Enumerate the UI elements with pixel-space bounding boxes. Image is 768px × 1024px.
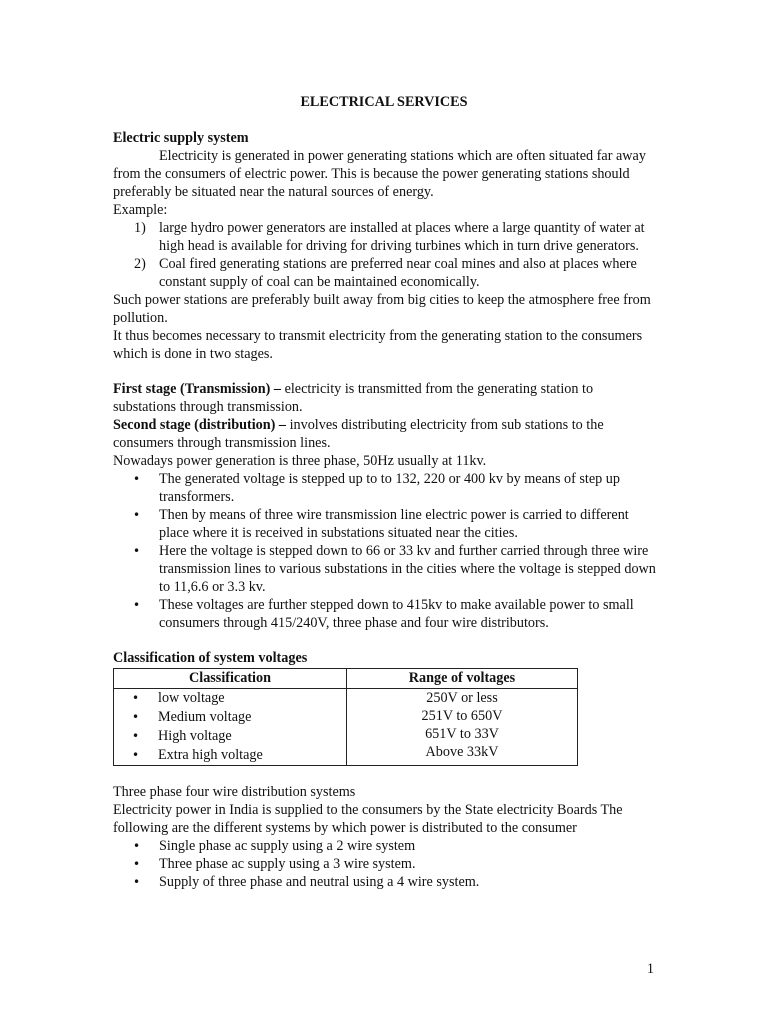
list-item: • Extra high voltage [114,746,346,765]
paragraph-first-stage [113,380,658,416]
distribution-heading: Three phase four wire distribution systems [113,784,356,800]
range-value: 651V to 33V [425,726,499,742]
list-item: • Then by means of three wire transmission line electric power is carried to different place where it is received in substations situated near the cities. [113,506,658,542]
example-list [113,219,658,291]
generation-bullet-list [113,470,658,632]
list-item-text: Coal fired generating stations are preferred near coal mines and also at places where constant supply of coal can be maintained economically. [159,256,637,290]
column-header-classification: Classification [114,669,347,689]
range-cell [347,689,578,766]
paragraph-pollution: Such power stations are preferably built away from big cities to keep the atmosphere free from pollution. [113,292,651,326]
list-item: • low voltage [114,689,346,708]
list-number: 1) [134,220,146,236]
section-heading-supply: Electric supply system [113,130,249,146]
intro-paragraph: Electricity is generated in power generating stations which are often situated far away from the consumers of electric power. This is because the power generating stations should preferably be situated near the natural sources of energy. [113,148,646,200]
list-item: • The generated voltage is stepped up to to 132, 220 or 400 kv by means of step up transformers. [113,470,658,506]
range-value: Above 33kV [425,744,499,760]
list-item [113,255,658,291]
list-item-text: large hydro power generators are installed at places where a large quantity of water at high head is available for driving for driving turbines which in turn drive generators. [159,220,645,254]
page-number: 1 [646,961,654,977]
list-item: • Three phase ac supply using a 3 wire system. [113,855,658,873]
list-item: • Medium voltage [114,708,346,727]
second-stage-text: involves distributing electricity from sub stations to the consumers through transmission lines. [113,417,604,451]
first-stage-text: electricity is transmitted from the generating station to substations through transmission. [113,381,594,415]
classification-list [114,689,346,765]
column-header-range: Range of voltages [347,669,578,689]
list-item: • Here the voltage is stepped down to 66 or 33 kv and further carried through three wire transmission lines to various substations in the cities where the voltage is stepped down to 11,6.6 or 3.3 kv. [113,542,658,596]
example-label: Example: [113,202,168,218]
list-item [113,219,658,255]
list-number: 2) [134,256,146,272]
list-item: • Single phase ac supply using a 2 wire system [113,837,658,855]
distribution-bullet-list [113,837,658,891]
document-body [113,129,658,891]
classification-heading: Classification of system voltages [113,650,308,666]
list-item: • These voltages are further stepped down to 415kv to make available power to small consumers through 415/240V, three phase and four wire distributors. [113,596,658,632]
range-value: 250V or less [426,690,498,706]
table-header-row [114,669,578,689]
document-title: ELECTRICAL SERVICES [300,94,468,110]
voltage-classification-table [113,668,578,766]
first-stage-label: First stage (Transmission) – [113,381,282,397]
paragraph-nowadays: Nowadays power generation is three phase, 50Hz usually at 11kv. [113,453,487,469]
distribution-intro: Electricity power in India is supplied to the consumers by the State electricity Boards The following are the different systems by which power is distributed to the consumer [113,802,623,836]
list-item: • High voltage [114,727,346,746]
list-item: • Supply of three phase and neutral using a 4 wire system. [113,873,658,891]
second-stage-label: Second stage (distribution) – [113,417,287,433]
paragraph-transmit: It thus becomes necessary to transmit electricity from the generating station to the consumers which is done in two stages. [113,328,643,362]
range-value: 251V to 650V [421,708,503,724]
table-row [114,689,578,766]
paragraph-second-stage [113,416,658,452]
classification-cell [114,689,347,766]
